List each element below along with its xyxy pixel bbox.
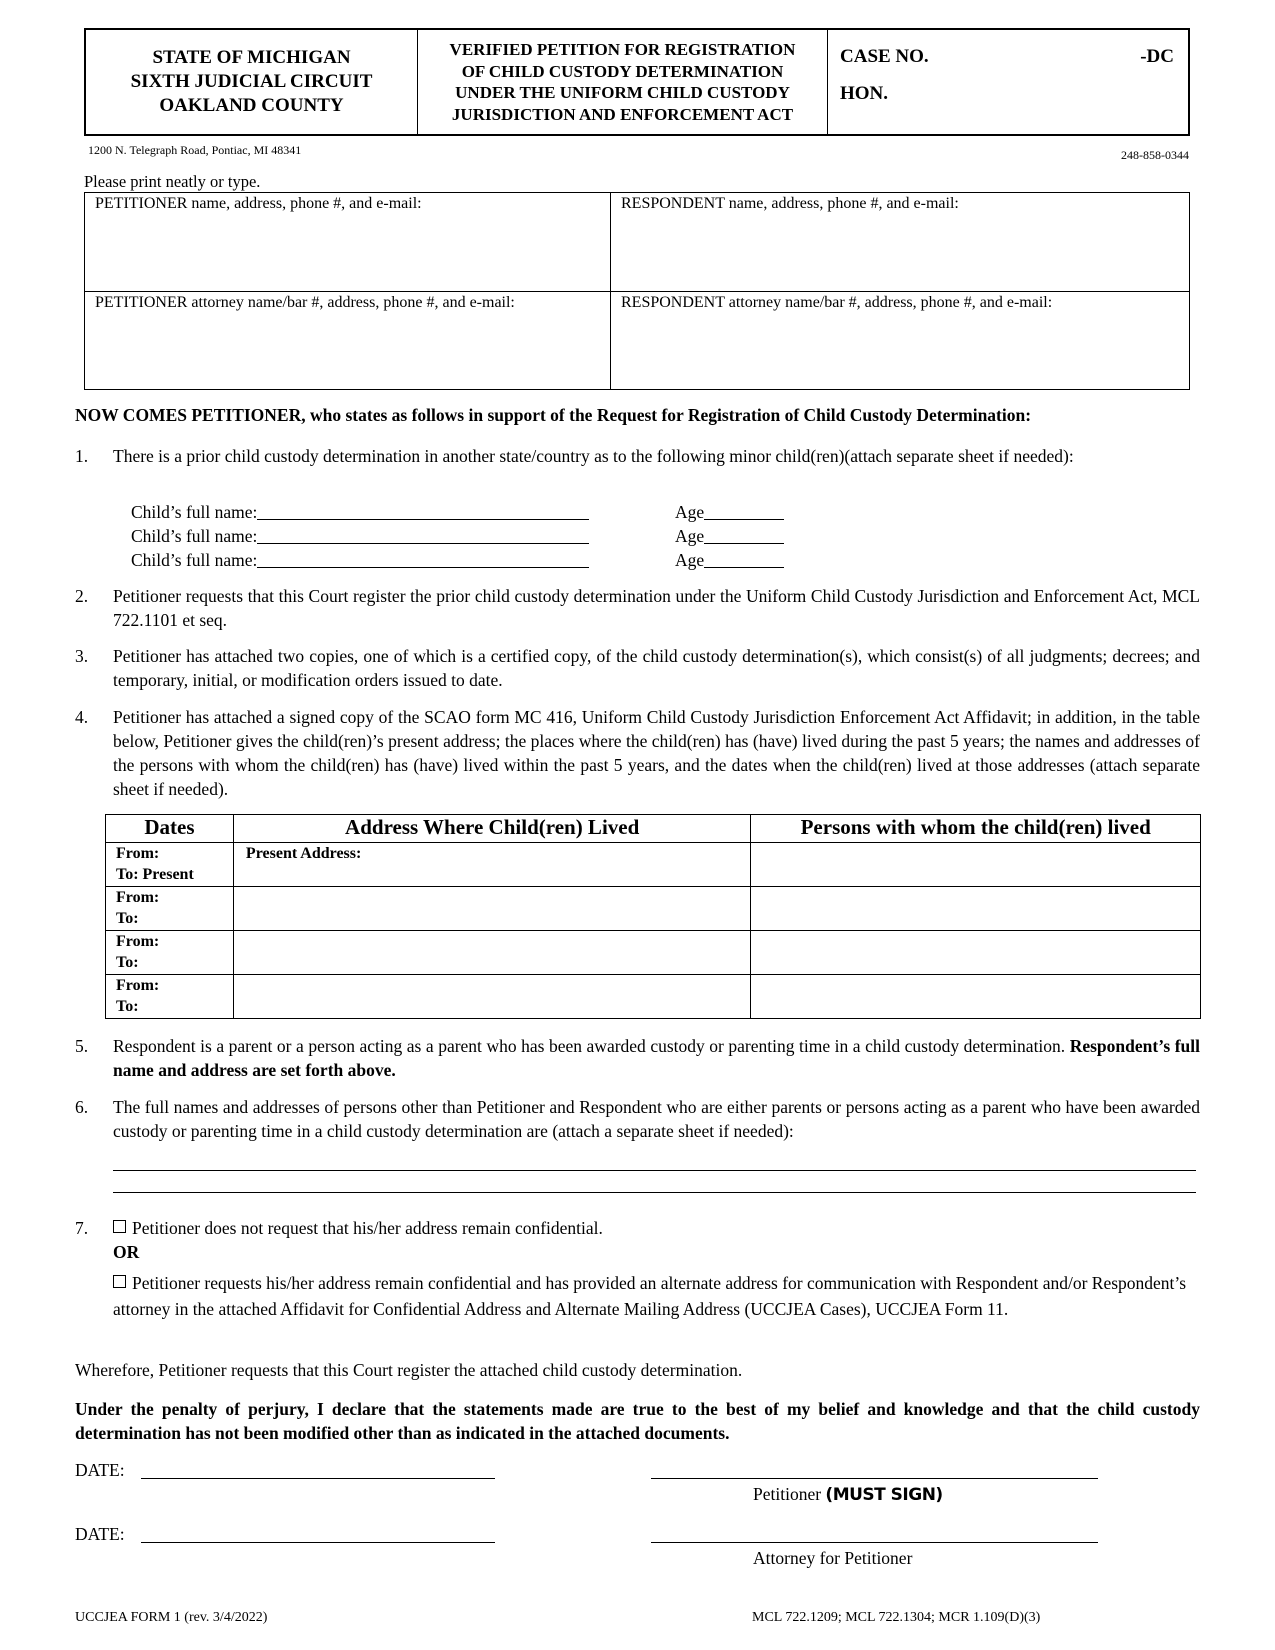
date-label: DATE: [75,1524,125,1544]
item-5-text: Respondent is a parent or a person acting as a parent who has been awarded custody or parenting time in a child custody determination. Respondent’s full name and address are set forth above. [113,1036,1200,1080]
option-no-confidential [113,1216,603,1240]
item-number: 7. [75,1218,89,1238]
or-label: OR [113,1242,140,1262]
child-name-blank[interactable] [257,525,589,544]
court-phone: 248-858-0344 [1121,148,1189,162]
age-label: Age [675,550,705,570]
court-line: STATE OF MICHIGAN [152,47,351,68]
table-header: Persons with whom the child(ren) lived [751,815,1201,843]
court-line: OAKLAND COUNTY [159,95,344,116]
item-number: 2. [75,586,89,606]
case-number-label: CASE NO. [840,46,929,67]
child-name-blank[interactable] [257,501,589,520]
address-cell[interactable]: Present Address: [233,843,751,887]
item-number: 6. [75,1097,89,1117]
date-line[interactable] [141,1542,495,1543]
item-3-text: Petitioner has attached two copies, one of which is a certified copy, of the child custody determination(s), which consist(s) of all judgments; decrees; and temporary, initial, or modification orders issued to date. [113,646,1200,690]
dates-cell[interactable]: From: To: [106,975,234,1019]
respondent-field-label: RESPONDENT name, address, phone #, and e-mail: [621,195,959,212]
checkbox-confidential[interactable] [113,1275,126,1288]
legal-references: MCL 722.1209; MCL 722.1304; MCR 1.109(D)(3) [752,1610,1041,1625]
age-label: Age [675,502,705,522]
residence-history-table [105,814,1201,1019]
table-row [106,887,1201,931]
respondent-attorney-field-label: RESPONDENT attorney name/bar #, address, phone #, and e-mail: [621,294,1053,311]
form-number: UCCJEA FORM 1 (rev. 3/4/2022) [75,1610,268,1625]
wherefore-statement: Wherefore, Petitioner requests that this Court register the attached child custody determination. [75,1360,743,1380]
petitioner-signature-line[interactable] [651,1478,1098,1479]
age-label: Age [675,526,705,546]
court-line: SIXTH JUDICIAL CIRCUIT [130,71,373,92]
case-info-block [828,30,1188,134]
option-label: Petitioner does not request that his/her address remain confidential. [132,1218,603,1238]
blank-line[interactable] [113,1192,1196,1193]
child-name-label: Child’s full name: [131,550,258,570]
form-title-line: VERIFIED PETITION FOR REGISTRATION [449,40,796,59]
parties-table [84,192,1190,390]
table-row [106,843,1201,887]
dates-cell[interactable]: From: To: Present [106,843,234,887]
child-name-blank[interactable] [257,549,589,568]
form-title-line: UNDER THE UNIFORM CHILD CUSTODY [455,83,790,102]
perjury-declaration: Under the penalty of perjury, I declare that the statements made are true to the best of my belief and knowledge and that the child custody determination has not been modified other than as indicated in the attached documents. [75,1399,1200,1443]
option-label: Petitioner requests his/her address remain confidential and has provided an alternate address for communication with Respondent and/or Respondent’s attorney in the attached Affidavit for Confidential Address and Alternate Mailing Address (UCCJEA Cases), UCCJEA Form 11. [113,1273,1187,1319]
petitioner-attorney-field-label: PETITIONER attorney name/bar #, address, phone #, and e-mail: [95,294,515,311]
option-confidential [113,1270,1193,1322]
age-blank[interactable] [704,525,784,544]
persons-cell[interactable] [751,975,1201,1019]
item-number: 5. [75,1036,89,1056]
age-blank[interactable] [704,501,784,520]
court-name-block [86,30,418,134]
print-instruction: Please print neatly or type. [84,172,261,191]
dates-cell[interactable]: From: To: [106,931,234,975]
child-row [131,524,589,548]
blank-line[interactable] [113,1170,1196,1171]
table-header: Address Where Child(ren) Lived [233,815,751,843]
form-title-block [418,30,828,134]
item-1-text: There is a prior child custody determination in another state/country as to the following minor child(ren)(attach separate sheet if needed): [113,446,1074,466]
header-box [84,28,1190,136]
persons-cell[interactable] [751,843,1201,887]
must-sign-label: (MUST SIGN) [825,1485,943,1505]
item-5-bold-text: Respondent’s full name and address are set forth above. [113,1036,1200,1080]
form-title-line: JURISDICTION AND ENFORCEMENT ACT [451,104,794,124]
checkbox-no-confidential[interactable] [113,1220,126,1233]
item-number: 4. [75,707,89,727]
child-row [131,548,589,572]
age-row [675,524,784,548]
age-row [675,500,784,524]
petitioner-signature-caption: Petitioner (MUST SIGN) [753,1484,943,1505]
intro-statement: NOW COMES PETITIONER, who states as follows in support of the Request for Registration of Child Custody Determination: [75,405,1032,425]
address-cell[interactable] [233,887,751,931]
item-number: 1. [75,446,89,466]
dates-cell[interactable]: From: To: [106,887,234,931]
age-row [675,548,784,572]
address-cell[interactable] [233,975,751,1019]
date-label: DATE: [75,1460,125,1480]
address-cell[interactable] [233,931,751,975]
court-address: 1200 N. Telegraph Road, Pontiac, MI 48341 [88,143,302,157]
table-row [106,931,1201,975]
child-name-label: Child’s full name: [131,502,258,522]
persons-cell[interactable] [751,931,1201,975]
table-row [106,975,1201,1019]
item-4-text: Petitioner has attached a signed copy of the SCAO form MC 416, Uniform Child Custody Jurisdiction Enforcement Act Affidavit; in addition, in the table below, Petitioner gives the child(ren)’s present address; the places where the child(ren) has (have) lived during the past 5 years; the names and addresses of the persons with whom the child(ren) has (have) lived within the past 5 years, and the dates when the child(ren) lived at those addresses (attach separate sheet if needed). [113,707,1200,799]
table-header: Dates [106,815,234,843]
child-name-label: Child’s full name: [131,526,258,546]
attorney-signature-caption: Attorney for Petitioner [753,1548,913,1568]
item-2-text: Petitioner requests that this Court register the prior child custody determination under the Uniform Child Custody Jurisdiction and Enforcement Act, MCL 722.1101 et seq. [113,586,1200,630]
petitioner-field-label: PETITIONER name, address, phone #, and e-mail: [95,195,422,212]
form-title-line: OF CHILD CUSTODY DETERMINATION [461,61,784,81]
case-number-suffix: -DC [1140,46,1174,67]
date-line[interactable] [141,1478,495,1479]
item-number: 3. [75,646,89,666]
judge-label: HON. [840,83,889,104]
child-row [131,500,589,524]
item-6-text: The full names and addresses of persons other than Petitioner and Respondent who are either parents or persons acting as a parent who have been awarded custody or parenting time in a child custody determination are (attach a separate sheet if needed): [113,1097,1200,1141]
age-blank[interactable] [704,549,784,568]
persons-cell[interactable] [751,887,1201,931]
attorney-signature-line[interactable] [651,1542,1098,1543]
